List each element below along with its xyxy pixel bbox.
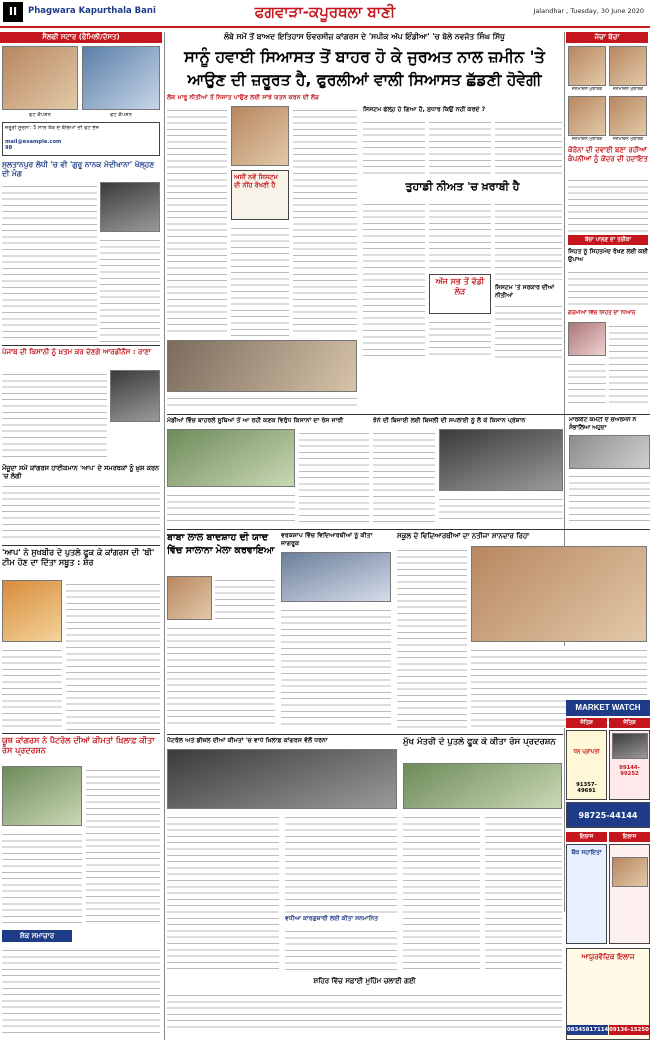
row-2-body-c bbox=[569, 472, 650, 523]
astro-ad-1-label: ਧਨ ਪ੍ਰਾਪਤੀ bbox=[573, 749, 600, 755]
divider bbox=[2, 345, 160, 346]
kid-photo-2 bbox=[609, 46, 647, 86]
kid-photo-4 bbox=[609, 96, 647, 136]
lead-headline-line-2: ਆਉਣ ਦੀ ਜ਼ਰੂਰਤ ਹੈ, ਫੁਰਲੀਆਂ ਵਾਲੀ ਸਿਆਸਤ ਛੱਡਣੀ ਹੋਵੇਗੀ bbox=[187, 71, 542, 89]
market-watch bbox=[566, 700, 650, 1043]
astro-phone-1: 91357-49691 bbox=[576, 782, 597, 794]
whatsapp-number: 98 bbox=[5, 145, 13, 152]
pullquote: ਅਸੀਂ ਨਵੇਂ ਸਿਸਟਮ ਦੀ ਨੀਂਹ ਰੱਖਣੀ ਹੈ bbox=[234, 173, 278, 189]
masthead-rule bbox=[0, 26, 650, 28]
row-2 bbox=[167, 417, 650, 527]
row-4-headline-b: ਮੁੱਖ ਮੰਤਰੀ ਦੇ ਪੁਤਲੇ ਫੂਕ ਕੇ ਕੀਤਾ ਰੋਸ ਪ੍ਰਦਰਸ਼ਨ bbox=[403, 737, 556, 747]
center-body-1 bbox=[363, 200, 425, 360]
mini-section-title: ਬੱਚਾ ਪਾਲਣ ਦਾ ਤਰੀਕਾ bbox=[568, 235, 648, 245]
row-2-photo-c bbox=[569, 435, 650, 469]
story-2-photo bbox=[110, 370, 160, 422]
story-1-headline: ਸੁਲਤਾਨਪੁਰ ਲੋਧੀ 'ਚ ਵੀ 'ਗੁਰੂ ਨਾਨਕ ਮੋਦੀਖਾਨਾ' ਖੋਲ੍ਹਣ ਦੀ ਮੰਗ bbox=[2, 160, 155, 178]
row-4-body-a bbox=[167, 813, 279, 973]
side-body-1 bbox=[363, 118, 425, 174]
tips-body bbox=[568, 268, 648, 308]
story-5-photo bbox=[2, 766, 82, 826]
row-3-headline-a: ਬਾਬਾ ਲਾਲ ਬਾਦਸ਼ਾਹ ਦੀ ਯਾਦ ਵਿੱਚ ਸਾਲਾਨਾ ਮੇਲਾ ਕਰਵਾਇਆ bbox=[167, 532, 275, 556]
kid-caption-3: ਜਨਮਦਿਨ ਮੁਬਾਰਕ bbox=[571, 137, 603, 142]
center-headline: ਤੁਹਾਡੀ ਨੀਅਤ 'ਚ ਖ਼ਰਾਬੀ ਹੈ bbox=[405, 180, 520, 193]
row-4-headline-a: ਪੈਟਰੋਲ ਅਤੇ ਡੀਜ਼ਲ ਦੀਆਂ ਕੀਮਤਾਂ 'ਚ ਵਾਧੇ ਖ਼ਿਲਾਫ਼ ਕਾਂਗਰਸ ਵੱਲੋਂ ਧਰਨਾ bbox=[167, 737, 328, 744]
lead-body-col-1 bbox=[167, 106, 227, 336]
story-1-body bbox=[2, 182, 97, 342]
dateline: Jalandhar , Tuesday, 30 June 2020 bbox=[533, 7, 644, 15]
lead-body-col-3 bbox=[293, 106, 357, 336]
brief-news-title: ਸ਼ੋਕ ਸਮਾਚਾਰ bbox=[2, 930, 72, 942]
astro-phone-3: 98725-44144 bbox=[578, 811, 638, 820]
row-3-headline-c: ਸਕੂਲ ਦੇ ਵਿਦਿਆਰਥੀਆਂ ਦਾ ਨਤੀਜਾ ਸ਼ਾਨਦਾਰ ਰਿਹਾ bbox=[397, 532, 530, 540]
row-4 bbox=[167, 737, 562, 1037]
ayurvedic-phone-1: 08345817114 bbox=[567, 1027, 608, 1033]
astro-ad-2-photo bbox=[612, 733, 648, 759]
row-3-headline-b: ਵਰਕਸ਼ਾਪ ਵਿੱਚ ਵਿਦਿਆਰਥੀਆਂ ਨੂੰ ਕੀਤਾ ਜਾਗਰੂਕ bbox=[281, 532, 373, 547]
row-2-body-b2 bbox=[439, 495, 563, 523]
kid-caption-1: ਜਨਮਦਿਨ ਮੁਬਾਰਕ bbox=[571, 87, 603, 92]
ayurvedic-ad-heading: ਆਯੁਰਵੈਦਿਕ ਇਲਾਜ bbox=[581, 953, 635, 961]
row-2-photo-a bbox=[167, 429, 295, 487]
row-4-photo-a bbox=[167, 749, 397, 809]
story-4-body bbox=[66, 580, 160, 730]
row-4-inset-headline: ਵਧੀਆ ਕਾਰਗੁਜ਼ਾਰੀ ਲਈ ਕੀਤਾ ਸਨਮਾਨਿਤ bbox=[285, 915, 379, 922]
divider bbox=[2, 545, 160, 546]
center-inset bbox=[429, 274, 491, 314]
row-4-body-b2 bbox=[485, 813, 562, 973]
kid-photo-1 bbox=[568, 46, 606, 86]
story-1-body-b bbox=[100, 236, 160, 342]
row-4-body-c bbox=[167, 991, 562, 1033]
lead-bottom-body bbox=[167, 394, 357, 408]
health-headline: ਕੋਰੋਨਾ ਦੀ ਦਵਾਈ ਬਣਾ ਰਹੀਆਂ ਕੰਪਨੀਆਂ ਨੂੰ ਕੇਂਦਰ ਦੀ ਹਦਾਇਤ bbox=[568, 146, 648, 163]
pullquote-box bbox=[231, 170, 289, 220]
row-4-body-a3 bbox=[285, 927, 397, 973]
story-2-body bbox=[2, 370, 107, 460]
treatment-label-2: ਇਲਾਜ bbox=[609, 832, 650, 842]
tips-headline: ਸਿਹਤ ਨੂੰ ਸਿਹਤਮੰਦ ਰੱਖਣ ਲਈ ਕਈ ਉਪਾਅ bbox=[568, 248, 648, 263]
divider bbox=[2, 733, 160, 734]
row-4-headline-c: ਸ਼ਹਿਰ ਵਿੱਚ ਸਫ਼ਾਈ ਮੁਹਿੰਮ ਚਲਾਈ ਗਈ bbox=[313, 977, 416, 985]
row-3-photo-c bbox=[471, 546, 647, 642]
story-1-photo bbox=[100, 182, 160, 232]
market-col-1: ਜੋਤਿਸ਼ bbox=[566, 718, 607, 728]
story-3-headline: ਮੌਜੂਦਾ ਸਮੇਂ ਕਾਂਗਰਸ ਹਾਈਕਮਾਨ 'ਆਪ' ਦੇ ਸਮਰਥਕਾਂ ਨੂੰ ਖ਼ੁਸ਼ ਕਰਨ 'ਚ ਲੱਗੀ bbox=[2, 464, 160, 480]
astro-phone-2: 99144-99252 bbox=[619, 765, 640, 777]
market-watch-title: MARKET WATCH bbox=[566, 700, 650, 716]
side-body-2 bbox=[429, 118, 491, 174]
clinic-ad-photo bbox=[612, 857, 648, 887]
center-body-4 bbox=[495, 200, 562, 280]
tips-photo bbox=[568, 322, 606, 356]
row-4-body-b bbox=[403, 813, 480, 973]
lead-bottom-photo bbox=[167, 340, 357, 392]
astro-ad-1[interactable] bbox=[566, 730, 607, 800]
story-4-headline: 'ਆਪ' ਨੇ ਸੁਖਬੀਰ ਦੇ ਪੁਤਲੇ ਫੂਕ ਕੇ ਕਾਂਗਰਸ ਦੀ 'ਬੀ' ਟੀਮ ਹੋਣ ਦਾ ਦਿੱਤਾ ਸਬੂਤ : ਸ਼ੇਰ bbox=[2, 548, 155, 567]
row-2-headline-a: ਮੰਡੀਆਂ ਵਿੱਚ ਬਾਹਰਲੇ ਸੂਬਿਆਂ ਤੋਂ ਆ ਰਹੀ ਕਣਕ ਵਿਰੁੱਧ ਕਿਸਾਨਾਂ ਦਾ ਰੋਸ ਜਾਰੀ bbox=[167, 417, 344, 424]
lead-story bbox=[167, 32, 562, 412]
bank-ad[interactable] bbox=[566, 844, 607, 944]
ayurvedic-phone-2: 09136-15250 bbox=[609, 1027, 649, 1033]
story-4-body-b bbox=[2, 646, 62, 730]
brief-news-body bbox=[2, 946, 160, 1038]
note-box bbox=[2, 122, 160, 156]
bank-ad-heading: ਬੈਂਕ ਸਹਾਇਤਾ bbox=[571, 849, 602, 856]
masthead-logo: ਫਗਵਾੜਾ-ਕਪੂਰਥਲਾ ਬਾਣੀ bbox=[254, 3, 396, 21]
side-body-3 bbox=[495, 118, 562, 174]
row-2-photo-b bbox=[439, 429, 563, 491]
story-4-photo bbox=[2, 580, 62, 642]
tips-body-c bbox=[568, 360, 606, 408]
lead-headline-line-1: ਸਾਨੂੰ ਹਵਾਈ ਸਿਆਸਤ ਤੋਂ ਬਾਹਰ ਹੋ ਕੇ ਜੁਰਅਤ ਨਾਲ ਜ਼ਮੀਨ 'ਤੇ bbox=[184, 47, 545, 66]
center-body-3 bbox=[429, 318, 491, 360]
sidhu-photo bbox=[231, 106, 289, 166]
row-3-body-a2 bbox=[215, 576, 275, 620]
row-3-body-c bbox=[397, 546, 467, 728]
row-divider bbox=[167, 529, 650, 530]
astro-ad-3[interactable] bbox=[566, 802, 650, 828]
photo-caption-1: ਫੋਟੋ ਕੈਪਸ਼ਨ bbox=[29, 112, 51, 118]
story-5-body-b bbox=[2, 830, 82, 926]
email: mail@example.com bbox=[5, 139, 62, 145]
photo-caption-2: ਫੋਟੋ ਕੈਪਸ਼ਨ bbox=[110, 112, 132, 118]
center-inset-2-title: ਸਿਸਟਮ 'ਤੇ ਸਰਕਾਰ ਦੀਆਂ ਨੀਤੀਆਂ bbox=[495, 284, 555, 299]
story-3-body bbox=[2, 482, 160, 542]
clinic-ad[interactable] bbox=[609, 844, 650, 944]
right-column bbox=[566, 32, 650, 412]
note-text: ਜ਼ਰੂਰੀ ਸੂਚਨਾ: 5 ਸਾਲ ਤੱਕ ਦੇ ਬੱਚਿਆਂ ਦੀ ਫੋਟੋ ਭੇਜੋ bbox=[5, 125, 100, 131]
story-5-body bbox=[86, 766, 160, 926]
selfie-photo-1 bbox=[2, 46, 78, 110]
story-2-headline: ਪੰਜਾਬ ਦੀ ਕਿਸਾਨੀ ਨੂੰ ਖ਼ਤਮ ਕਰ ਦੇਣਗੇ ਆਰਡੀਨੈਂਸ : ਰਾਣਾ bbox=[2, 348, 151, 356]
row-3-body-a bbox=[167, 624, 275, 728]
tips-body-b bbox=[609, 322, 648, 408]
health-body bbox=[568, 176, 648, 232]
row-2-headline-b: ਝੋਨੇ ਦੀ ਬਿਜਾਈ ਲਈ ਬਿਜਲੀ ਦੀ ਸਪਲਾਈ ਨੂੰ ਲੈ ਕੇ ਕਿਸਾਨ ਪ੍ਰੇਸ਼ਾਨ bbox=[373, 417, 526, 424]
masthead bbox=[0, 0, 650, 28]
lead-strap: ਲੋਕ ਮਾਰੂ ਨੀਤੀਆਂ ਤੋਂ ਨਿਜਾਤ ਪਾਉਣ ਲਈ ਸਾਂਝੇ ਯਤਨ ਕਰਨ ਦੀ ਲੋੜ bbox=[167, 94, 320, 101]
row-2-body-b bbox=[373, 429, 435, 523]
side-headline: ਸਿਸਟਮ ਫੇਲ੍ਹ ਹੋ ਗਿਆ ਹੈ, ਸੁਧਾਰ ਕਿਉਂ ਨਹੀਂ ਕਰਦੇ ? bbox=[363, 106, 486, 113]
kid-caption-2: ਜਨਮਦਿਨ ਮੁਬਾਰਕ bbox=[612, 87, 644, 92]
story-5-headline: ਯੂਥ ਕਾਂਗਰਸ ਨੇ ਪੈਟਰੋਲ ਦੀਆਂ ਕੀਮਤਾਂ ਖ਼ਿਲਾਫ਼ ਕੀਤਾ ਰੋਸ ਪ੍ਰਦਰਸ਼ਨ bbox=[2, 736, 155, 755]
center-body-2 bbox=[429, 200, 491, 270]
row-2-body-a bbox=[299, 429, 369, 523]
ayurvedic-ad[interactable] bbox=[566, 948, 650, 1040]
row-divider bbox=[167, 414, 650, 415]
column-divider bbox=[164, 32, 165, 1040]
astro-ad-2[interactable] bbox=[609, 730, 650, 800]
treatment-label-1: ਇਲਾਜ bbox=[566, 832, 607, 842]
kid-caption-4: ਜਨਮਦਿਨ ਮੁਬਾਰਕ bbox=[612, 137, 644, 142]
row-divider bbox=[167, 734, 563, 735]
center-body-5 bbox=[495, 302, 562, 360]
kid-photo-3 bbox=[568, 96, 606, 136]
row-4-photo-b bbox=[403, 763, 562, 809]
row-2-body-a2 bbox=[167, 491, 295, 523]
tips-subhead: ਗਰਮੀਆਂ ਵਿੱਚ ਸਿਹਤ ਦਾ ਧਿਆਨ bbox=[568, 310, 636, 316]
edition-name: Phagwara Kapurthala Bani bbox=[28, 6, 156, 16]
row-3-photo-b bbox=[281, 552, 391, 602]
selfie-star-title: ਸੈਲਫੀ ਸਟਾਰ (ਫੈਮਿਲੀ/ਦੋਸਤ) bbox=[0, 32, 162, 43]
market-col-2: ਜੋਤਿਸ਼ bbox=[609, 718, 650, 728]
page-number: II bbox=[3, 2, 23, 22]
lead-kicker: ਲੰਬੇ ਸਮੇਂ ਤੋਂ ਬਾਅਦ ਇਤਿਹਾਸ ਓਵਰਸੀਜ਼ ਕਾਂਗਰਸ ਦੇ 'ਸਪੀਕ ਅੱਪ ਇੰਡੀਆ' 'ਚ ਬੋਲੇ ਨਵਜੋਤ ਸਿੰਘ ਸਿੱਧੂ bbox=[224, 32, 505, 41]
row-3-body-b bbox=[281, 606, 391, 728]
jacha-bacha-title: ਜੱਚਾ ਬੱਚਾ bbox=[566, 32, 648, 43]
row-4-body-a2 bbox=[285, 813, 397, 913]
left-column bbox=[0, 32, 162, 1043]
center-inset-title: ਅੱਜ ਸਭ ਤੋਂ ਵੱਡੀ ਲੋੜ bbox=[435, 277, 485, 296]
row-3-photo-a bbox=[167, 576, 212, 620]
row-2-headline-c: ਮਾਰਕੀਟ ਕਮੇਟੀ ਦੇ ਚੇਅਰਮੈਨ ਨੇ ਸੰਭਾਲਿਆ ਅਹੁਦਾ bbox=[569, 417, 637, 431]
selfie-photo-2 bbox=[82, 46, 160, 110]
lead-body-col-2 bbox=[231, 224, 289, 336]
